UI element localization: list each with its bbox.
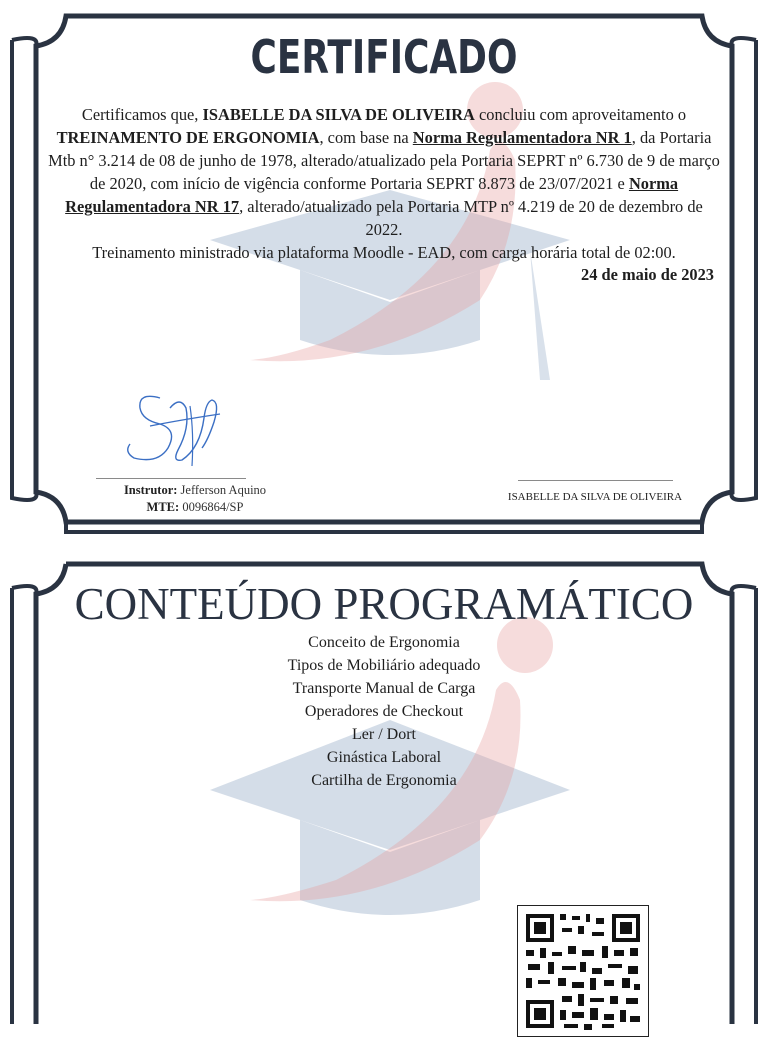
norm-nr17-link[interactable]: Norma Regulamentadora NR 17 [65,174,679,216]
topic-item: Conceito de Ergonomia [308,634,460,651]
topic-item: Cartilha de Ergonomia [311,772,457,789]
body-text-5: , alterado/atualizado pela Portaria MTP nº 4.219 de 20 de dezembro de 2022. [239,197,703,239]
topic-item: Tipos de Mobiliário adequado [287,657,481,674]
topic-item: Ginástica Laboral [326,749,442,766]
certificate-date: 24 de maio de 2023 [581,265,714,284]
body-text-2: concluiu com aproveitamento o [474,105,687,124]
body-text-3: , com base na [319,128,413,147]
instructor-info [70,482,320,516]
instructor-signature [120,388,230,473]
instructor-label: Instrutor: [123,483,178,497]
content-title: CONTEÚDO PROGRAMÁTICO [74,579,694,629]
topic-item: Ler / Dort [352,726,416,743]
certificate-title: CERTIFICADO [250,30,518,84]
training-name: TREINAMENTO DE ERGONOMIA [56,128,320,147]
instructor-name: Jefferson Aquino [177,483,267,497]
student-signature-line [518,480,673,481]
mte-value: 0096864/SP [179,500,244,514]
topic-item: Operadores de Checkout [304,703,464,720]
body-text-4: , da Portaria Mtb n° 3.214 de 08 de junho de 1978, alterado/atualizado pela Portaria SEPRT nº 6.730 de 9 de março de 2020, com início de vigência conforme Portaria SEPRT 8.873 de 23/07/2021 e [48,128,720,193]
topic-item: Transporte Manual de Carga [292,680,476,697]
topics-list [0,631,768,792]
instructor-signature-line [96,478,246,479]
body-text-1: Certificamos que, [81,105,203,124]
student-name: ISABELLE DA SILVA DE OLIVEIRA [202,105,475,124]
certificate-body [48,103,720,264]
body-text-6: Treinamento ministrado via plataforma Moodle - EAD, com carga horária total de 02:00. [92,243,676,262]
norm-nr1-link[interactable]: Norma Regulamentadora NR 1 [412,128,632,147]
qr-code[interactable] [517,905,649,1037]
mte-label: MTE: [146,500,180,514]
student-signature-label: ISABELLE DA SILVA DE OLIVEIRA [507,491,683,503]
